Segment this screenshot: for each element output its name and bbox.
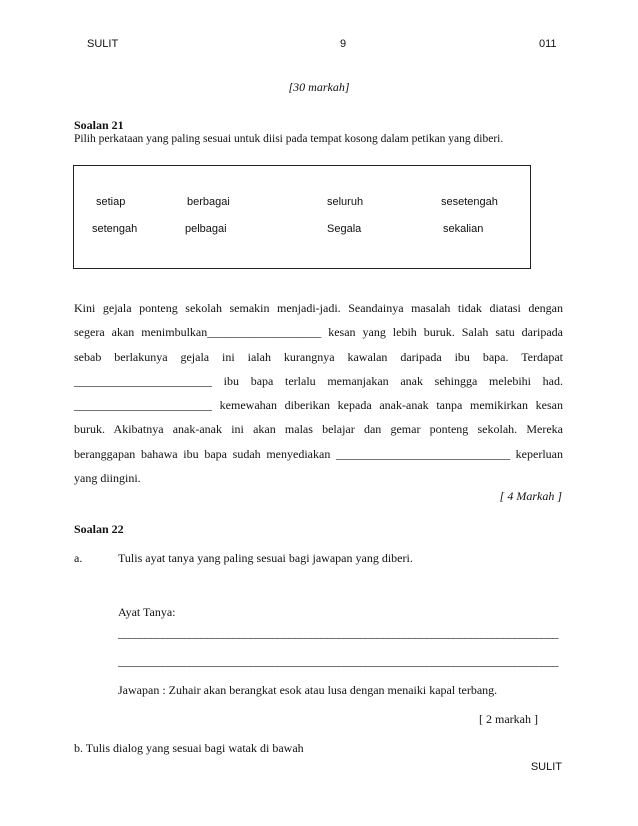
word-option: sekalian (443, 223, 484, 235)
part-a-instruction: Tulis ayat tanya yang paling sesuai bagi jawapan yang diberi. (118, 551, 413, 565)
header-left: SULIT (87, 38, 119, 50)
passage-line: segera akan menimbulkan___________________ kesan yang lebih buruk. Salah satu daripada (74, 325, 563, 340)
page-number: 9 (340, 38, 347, 50)
passage-line: buruk. Akibatnya anak-anak ini akan malas belajar dan gemar ponteng sekolah. Mereka (74, 422, 563, 437)
passage-line: beranggapan bahawa ibu bapa sudah menyediakan _____________________________ keperluan (74, 446, 563, 461)
word-option: sesetengah (441, 196, 498, 208)
passage-line: sebab berlakunya gejala ini ialah kurangnya kawalan daripada ibu bapa. Terdapat (74, 349, 563, 364)
soalan-22a-marks: [ 2 markah ] (479, 712, 538, 726)
word-option: setengah (92, 223, 138, 235)
header-right: 011 (539, 38, 557, 50)
footer-sulit: SULIT (530, 761, 562, 773)
part-a-label: a. (74, 551, 83, 565)
soalan-21-instruction: Pilih perkataan yang paling sesuai untuk diisi pada tempat kosong dalam petikan yang diberi. (74, 133, 504, 145)
word-option: setiap (96, 196, 126, 208)
word-option: berbagai (187, 196, 230, 208)
ayat-tanya-label: Ayat Tanya: (118, 605, 176, 619)
passage-line: _______________________ ibu bapa terlalu memanjakan anak sehingga melebihi had. (74, 373, 563, 388)
passage-line: yang diingini. (74, 471, 141, 486)
word-option: Segala (327, 223, 362, 235)
soalan-21-title: Soalan 21 (74, 118, 124, 132)
word-option: seluruh (327, 196, 364, 208)
answer-line: ________________________________________________________________________________ (118, 654, 558, 668)
passage-line: Kini gejala ponteng sekolah semakin menjadi-jadi. Seandainya masalah tidak diatasi dengan (74, 301, 563, 315)
word-option: pelbagai (185, 223, 227, 235)
jawapan-text: Jawapan : Zuhair akan berangkat esok atau lusa dengan menaiki kapal terbang. (118, 683, 498, 697)
answer-line: ________________________________________________________________________________ (118, 626, 558, 640)
word-box (73, 165, 531, 269)
total-marks: [30 markah] (288, 80, 350, 94)
part-b-instruction: b. Tulis dialog yang sesuai bagi watak di bawah (74, 741, 304, 755)
passage-line: _______________________ kemewahan diberikan kepada anak-anak tanpa memikirkan kesan (74, 398, 563, 413)
soalan-22-title: Soalan 22 (74, 522, 124, 536)
passage (74, 296, 563, 490)
soalan-21-marks: [ 4 Markah ] (499, 489, 562, 503)
